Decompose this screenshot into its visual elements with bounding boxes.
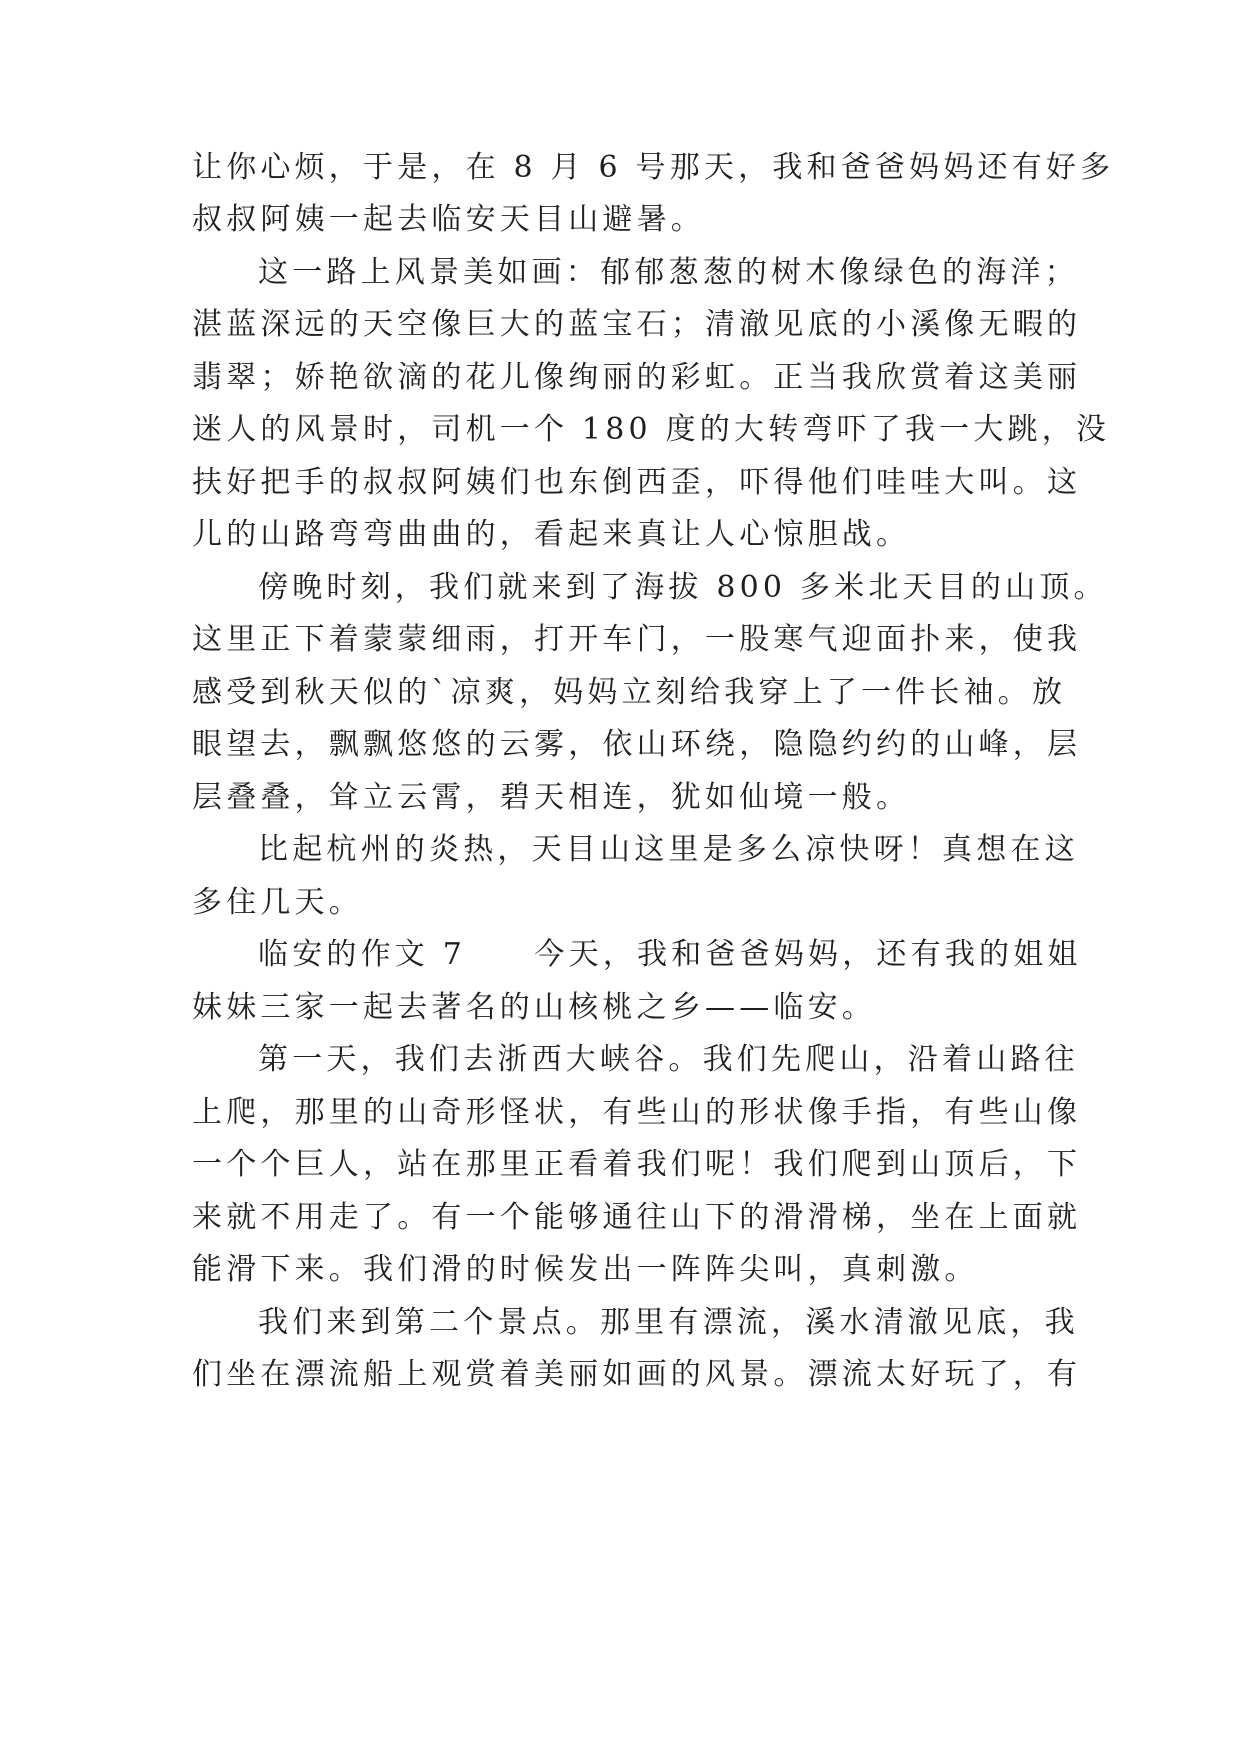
paragraph-first-line: 临安的作文 7 今天，我和爸爸妈妈，还有我的姐姐 bbox=[258, 937, 1082, 972]
text-line: 湛蓝深远的天空像巨大的蓝宝石；清澈见底的小溪像无暇的 bbox=[192, 307, 1082, 342]
paragraph-first-line: 傍晚时刻，我们就来到了海拔 800 多米北天目的山顶。 bbox=[258, 570, 1108, 605]
text-line: 这里正下着蒙蒙细雨，打开车门，一股寒气迎面扑来，使我 bbox=[192, 622, 1082, 657]
text-line: 多住几天。 bbox=[192, 885, 363, 920]
text-line: 让你心烦，于是，在 8 月 6 号那天，我和爸爸妈妈还有好多 bbox=[192, 150, 1115, 185]
paragraph-first-line: 我们来到第二个景点。那里有漂流，溪水清澈见底，我 bbox=[258, 1305, 1079, 1340]
text-line: 感受到秋天似的`凉爽，妈妈立刻给我穿上了一件长袖。放 bbox=[192, 675, 1067, 710]
text-line: 一个个巨人，站在那里正看着我们呢！我们爬到山顶后，下 bbox=[192, 1147, 1082, 1182]
text-line: 上爬，那里的山奇形怪状，有些山的形状像手指，有些山像 bbox=[192, 1095, 1082, 1130]
text-line: 迷人的风景时，司机一个 180 度的大转弯吓了我一大跳，没 bbox=[192, 412, 1111, 447]
paragraph-first-line: 第一天，我们去浙西大峡谷。我们先爬山，沿着山路往 bbox=[258, 1042, 1079, 1077]
text-line: 儿的山路弯弯曲曲的，看起来真让人心惊胆战。 bbox=[192, 517, 911, 552]
text-line: 眼望去，飘飘悠悠的云雾，依山环绕，隐隐约约的山峰，层 bbox=[192, 727, 1082, 762]
text-line: 扶好把手的叔叔阿姨们也东倒西歪，吓得他们哇哇大叫。这 bbox=[192, 465, 1082, 500]
text-line: 妹妹三家一起去著名的山核桃之乡——临安。 bbox=[192, 990, 876, 1025]
text-line: 叔叔阿姨一起去临安天目山避暑。 bbox=[192, 202, 705, 237]
paragraph-first-line: 比起杭州的炎热，天目山这里是多么凉快呀！真想在这 bbox=[258, 832, 1079, 867]
text-line: 层叠叠，耸立云霄，碧天相连，犹如仙境一般。 bbox=[192, 780, 911, 815]
text-line: 来就不用走了。有一个能够通往山下的滑滑梯，坐在上面就 bbox=[192, 1200, 1082, 1235]
text-line: 们坐在漂流船上观赏着美丽如画的风景。漂流太好玩了，有 bbox=[192, 1357, 1082, 1392]
paragraph-first-line: 这一路上风景美如画：郁郁葱葱的树木像绿色的海洋； bbox=[258, 255, 1079, 290]
text-line: 翡翠；娇艳欲滴的花儿像绚丽的彩虹。正当我欣赏着这美丽 bbox=[192, 360, 1082, 395]
text-line: 能滑下来。我们滑的时候发出一阵阵尖叫，真刺激。 bbox=[192, 1252, 979, 1287]
